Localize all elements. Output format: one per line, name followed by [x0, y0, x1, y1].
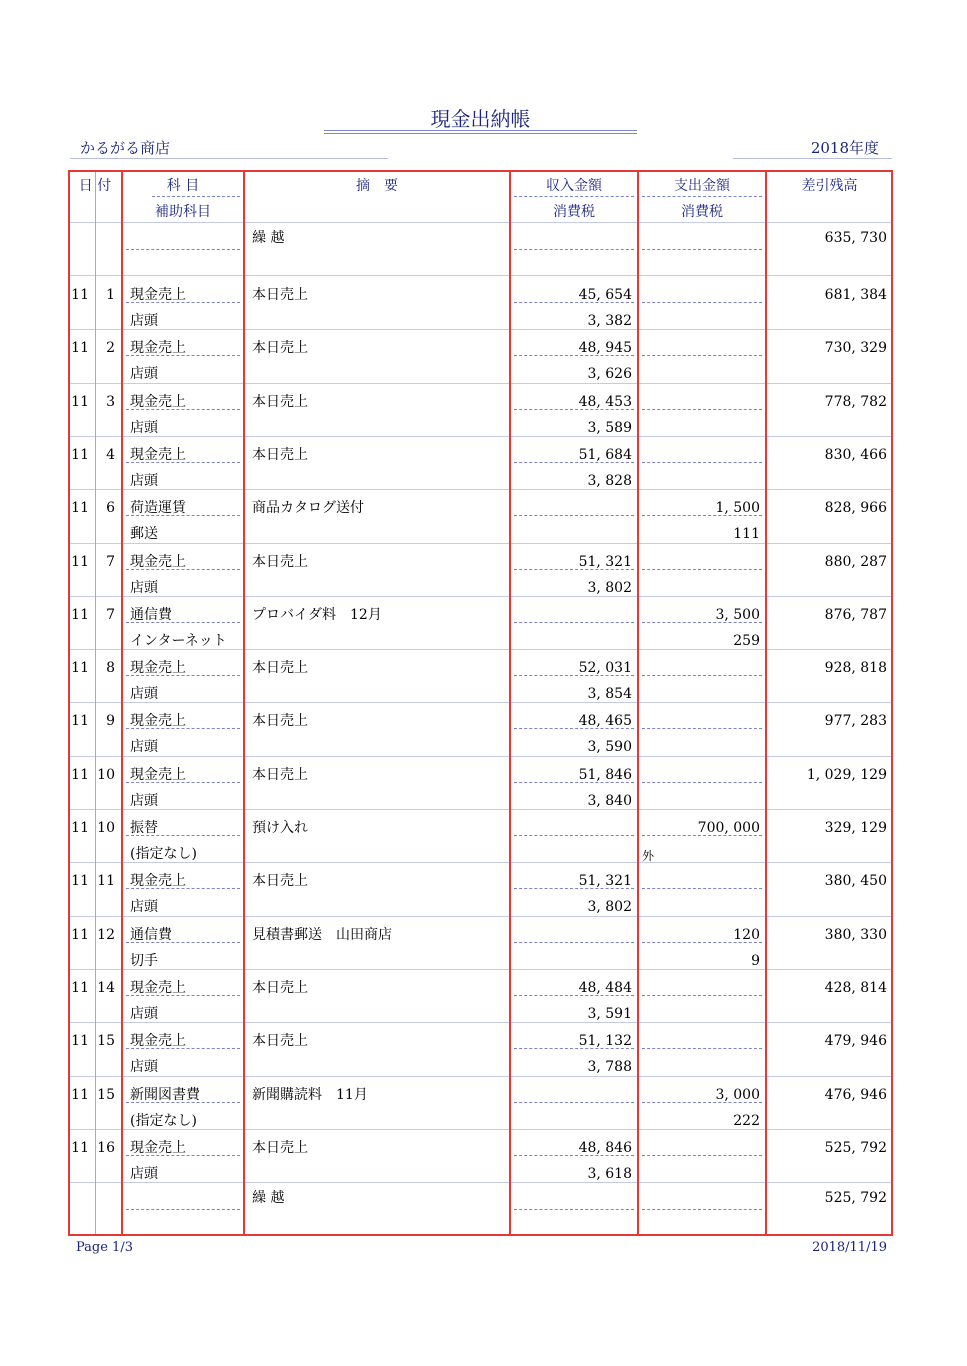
row-income-tax: 3, 840	[587, 792, 632, 809]
row-account: 通信費	[130, 606, 172, 623]
row-sub-account: 店頭	[130, 579, 158, 596]
row-account: 現金売上	[130, 979, 186, 996]
row-day: 4	[106, 446, 115, 463]
company-name: かるがる商店	[80, 139, 171, 157]
row-income-tax: 3, 854	[587, 686, 632, 703]
row-sub-account: (指定なし)	[130, 1112, 197, 1129]
row-description: 本日売上	[252, 766, 308, 783]
row-account: 振替	[130, 820, 158, 836]
row-day: 1	[106, 287, 115, 303]
row-balance: 476, 946	[824, 1086, 887, 1103]
row-expense: 3, 500	[715, 606, 760, 623]
row-account: 現金売上	[130, 393, 186, 410]
title-underline	[324, 130, 637, 131]
row-day: 12	[97, 926, 115, 943]
row-sub-account: インターネット	[130, 632, 227, 649]
row-income-tax: 3, 802	[587, 899, 632, 916]
row-month: 11	[71, 1139, 89, 1156]
row-income: 52, 031	[578, 660, 632, 677]
row-description: 本日売上	[252, 873, 308, 890]
row-day: 9	[106, 713, 115, 730]
row-description: 本日売上	[252, 287, 308, 303]
print-date: 2018/11/19	[812, 1240, 887, 1255]
row-sub-account: 店頭	[130, 313, 158, 329]
row-expense-tax: 外	[642, 849, 655, 863]
row-description: 本日売上	[252, 660, 308, 677]
header-sub-account: 補助科目	[155, 204, 211, 220]
row-month: 11	[71, 340, 89, 357]
row-income-tax: 3, 618	[587, 1165, 632, 1182]
row-balance: 977, 283	[824, 713, 887, 730]
row-income-tax: 3, 590	[587, 739, 632, 756]
row-income: 48, 453	[578, 393, 632, 410]
row-month: 11	[71, 660, 89, 677]
row-description: 本日売上	[252, 446, 308, 463]
row-sub-account: 切手	[130, 952, 158, 969]
row-income: 51, 684	[578, 446, 632, 463]
row-month: 11	[71, 926, 89, 943]
page-number: Page 1/3	[76, 1240, 133, 1255]
carry-out-balance: 525, 792	[824, 1190, 887, 1206]
row-balance: 428, 814	[824, 979, 887, 996]
row-income-tax: 3, 382	[587, 313, 632, 329]
row-month: 11	[71, 820, 89, 836]
row-income-tax: 3, 591	[587, 1005, 632, 1022]
row-month: 11	[71, 500, 89, 517]
row-income: 51, 321	[578, 873, 632, 890]
header-expense-tax: 消費税	[681, 204, 723, 220]
row-expense: 120	[733, 926, 760, 943]
row-day: 14	[97, 979, 115, 996]
row-account: 新聞図書費	[130, 1086, 200, 1103]
row-income-tax: 3, 788	[587, 1059, 632, 1076]
row-month: 11	[71, 979, 89, 996]
row-account: 現金売上	[130, 1139, 186, 1156]
row-day: 15	[97, 1086, 115, 1103]
row-description: 見積書郵送 山田商店	[252, 926, 392, 943]
row-month: 11	[71, 1033, 89, 1050]
row-month: 11	[71, 606, 89, 623]
row-sub-account: 店頭	[130, 792, 158, 809]
row-expense: 3, 000	[715, 1086, 760, 1103]
header-date: 日 付	[78, 178, 112, 194]
row-account: 荷造運賃	[130, 500, 186, 517]
row-day: 10	[97, 766, 115, 783]
carry-in-description: 繰 越	[252, 230, 285, 246]
row-account: 現金売上	[130, 660, 186, 677]
row-sub-account: 店頭	[130, 472, 158, 489]
row-income: 48, 465	[578, 713, 632, 730]
row-sub-account: 店頭	[130, 1005, 158, 1022]
row-income-tax: 3, 589	[587, 419, 632, 436]
row-balance: 380, 450	[824, 873, 887, 890]
row-account: 現金売上	[130, 713, 186, 730]
row-description: 商品カタログ送付	[252, 500, 364, 517]
cash-ledger-table	[68, 170, 893, 1236]
row-month: 11	[71, 446, 89, 463]
header-income-tax: 消費税	[553, 204, 595, 220]
row-income: 48, 484	[578, 979, 632, 996]
row-balance: 880, 287	[824, 553, 887, 570]
row-balance: 828, 966	[824, 500, 887, 517]
row-balance: 830, 466	[824, 446, 887, 463]
page-title: 現金出納帳	[430, 107, 531, 131]
row-expense-tax: 111	[733, 526, 760, 543]
row-month: 11	[71, 1086, 89, 1103]
row-sub-account: 店頭	[130, 899, 158, 916]
row-day: 15	[97, 1033, 115, 1050]
row-balance: 525, 792	[824, 1139, 887, 1156]
row-sub-account: 店頭	[130, 419, 158, 436]
row-sub-account: (指定なし)	[130, 846, 197, 862]
row-description: 新聞購読料 11月	[252, 1086, 368, 1103]
row-expense-tax: 9	[751, 952, 760, 969]
row-income-tax: 3, 626	[587, 366, 632, 383]
header-expense: 支出金額	[674, 178, 730, 194]
row-day: 7	[106, 606, 115, 623]
row-balance: 778, 782	[824, 393, 887, 410]
row-sub-account: 店頭	[130, 739, 158, 756]
row-day: 7	[106, 553, 115, 570]
row-income: 45, 654	[578, 287, 632, 303]
header-description: 摘 要	[356, 178, 398, 194]
row-day: 10	[97, 820, 115, 836]
row-sub-account: 郵送	[130, 526, 158, 543]
row-month: 11	[71, 287, 89, 303]
row-expense: 1, 500	[715, 500, 760, 517]
row-day: 6	[106, 500, 115, 517]
row-description: 本日売上	[252, 1139, 308, 1156]
row-balance: 876, 787	[824, 606, 887, 623]
fiscal-year-underline	[733, 158, 892, 159]
row-description: 本日売上	[252, 553, 308, 570]
row-sub-account: 店頭	[130, 686, 158, 703]
row-day: 2	[106, 340, 115, 357]
row-income: 51, 846	[578, 766, 632, 783]
row-income: 51, 321	[578, 553, 632, 570]
row-account: 現金売上	[130, 287, 186, 303]
row-description: プロバイダ料 12月	[252, 606, 382, 623]
row-sub-account: 店頭	[130, 1165, 158, 1182]
row-account: 現金売上	[130, 873, 186, 890]
row-description: 本日売上	[252, 713, 308, 730]
row-description: 預け入れ	[252, 820, 308, 836]
row-expense-tax: 259	[733, 632, 760, 649]
row-balance: 928, 818	[824, 660, 887, 677]
row-description: 本日売上	[252, 1033, 308, 1050]
row-balance: 681, 384	[824, 287, 887, 303]
row-month: 11	[71, 553, 89, 570]
row-income: 48, 945	[578, 340, 632, 357]
row-balance: 730, 329	[824, 340, 887, 357]
header-account: 科 目	[166, 178, 200, 194]
fiscal-year: 2018年度	[810, 139, 879, 157]
row-income-tax: 3, 828	[587, 472, 632, 489]
row-balance: 1, 029, 129	[806, 766, 887, 783]
row-day: 3	[106, 393, 115, 410]
row-month: 11	[71, 393, 89, 410]
row-sub-account: 店頭	[130, 366, 158, 383]
row-expense: 700, 000	[697, 820, 760, 836]
row-description: 本日売上	[252, 393, 308, 410]
row-balance: 380, 330	[824, 926, 887, 943]
row-expense-tax: 222	[733, 1112, 760, 1129]
title-underline-double	[324, 133, 637, 134]
row-month: 11	[71, 766, 89, 783]
row-sub-account: 店頭	[130, 1059, 158, 1076]
row-day: 16	[97, 1139, 115, 1156]
row-month: 11	[71, 873, 89, 890]
carry-out-description: 繰 越	[252, 1190, 285, 1206]
row-description: 本日売上	[252, 979, 308, 996]
row-balance: 329, 129	[824, 820, 887, 836]
row-income-tax: 3, 802	[587, 579, 632, 596]
row-day: 8	[106, 660, 115, 677]
header-balance: 差引残高	[801, 178, 858, 194]
row-account: 現金売上	[130, 1033, 186, 1050]
row-account: 現金売上	[130, 553, 186, 570]
row-description: 本日売上	[252, 340, 308, 357]
row-income: 51, 132	[578, 1033, 632, 1050]
row-month: 11	[71, 713, 89, 730]
company-underline	[70, 158, 388, 159]
row-account: 現金売上	[130, 766, 186, 783]
row-balance: 479, 946	[824, 1033, 887, 1050]
row-account: 通信費	[130, 926, 172, 943]
row-account: 現金売上	[130, 340, 186, 357]
carry-in-balance: 635, 730	[824, 230, 887, 246]
header-income: 収入金額	[546, 178, 602, 194]
row-account: 現金売上	[130, 446, 186, 463]
row-income: 48, 846	[578, 1139, 632, 1156]
row-day: 11	[97, 873, 115, 890]
table-frame	[68, 170, 893, 1236]
